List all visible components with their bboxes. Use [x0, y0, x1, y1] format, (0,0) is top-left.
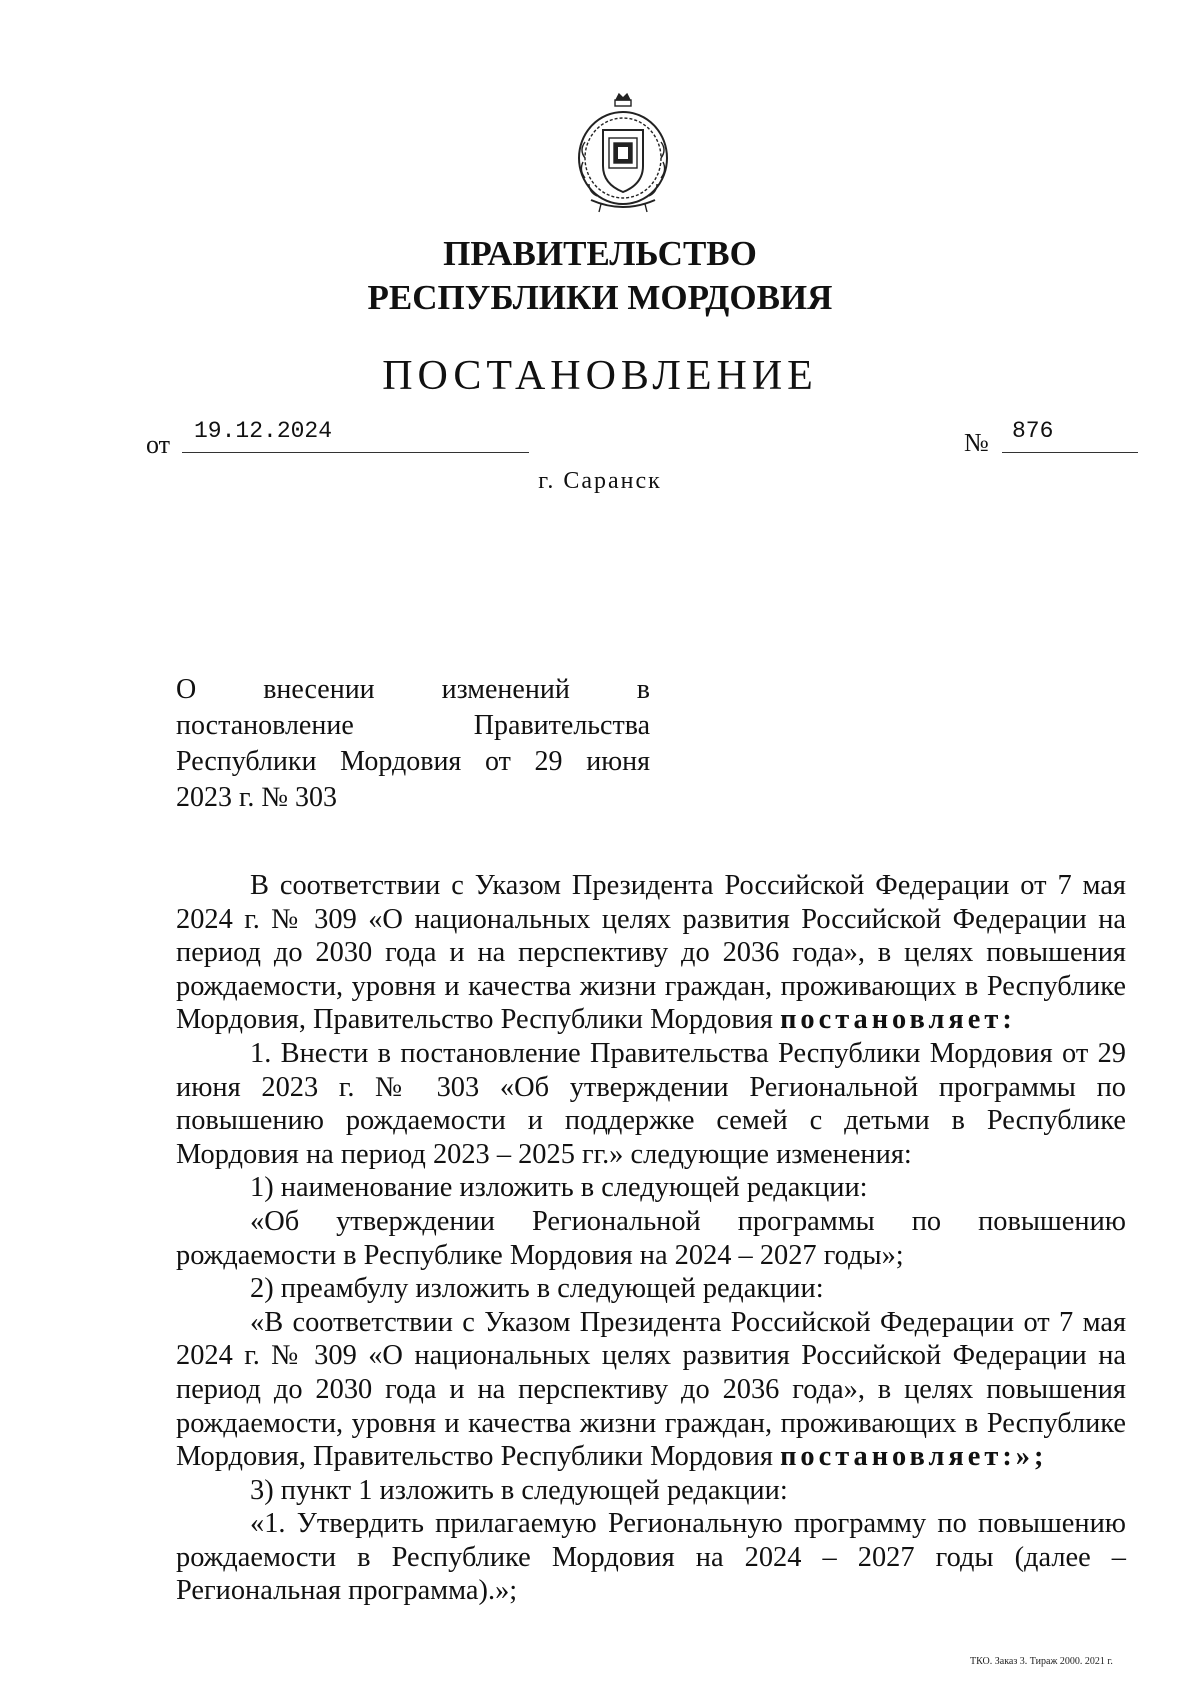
decree-word: постановляет:»;: [780, 1441, 1048, 1473]
document-body: [176, 869, 1126, 1608]
body-paragraph: [176, 1306, 1126, 1474]
subject-line: Республики Мордовия от 29 июня: [176, 746, 650, 777]
subject-line: 2023 г. № 303: [176, 782, 338, 813]
city: г. Саранск: [538, 468, 662, 494]
date-number-row: [146, 418, 1136, 458]
government-title-line1: ПРАВИТЕЛЬСТВО: [443, 234, 757, 273]
subject-line: О внесении изменений в: [176, 674, 650, 705]
body-paragraph: «Об утверждении Региональной программы по повышению рождаемости в Республике Мордовия на 2024 – 2027 годы»;: [176, 1205, 1126, 1271]
print-info: ТКО. Заказ 3. Тираж 2000. 2021 г.: [970, 1656, 1113, 1667]
decree-word: постановляет:: [780, 1004, 1016, 1036]
body-paragraph: 1. Внести в постановление Правительства Республики Мордовия от 29 июня 2023 г. № 303 «Об утверждении Региональной программы по повышению рождаемости и поддержке семей с детьми в Республике Мордовия на период 2023 – 2025 гг.» следующие изменения:: [176, 1037, 1126, 1170]
number-prefix: №: [964, 428, 989, 457]
body-paragraph: 3) пункт 1 изложить в следующей редакции:: [250, 1474, 788, 1506]
paragraph-text: В соответствии с Указом Президента Российской Федерации от 7 мая 2024 г. № 309 «О национальных целях развития Российской Федерации на период до 2030 года и на перспективу до 2036 года», в целях повышения рождаемости, уровня и качества жизни граждан, проживающих в Республике Мордовия, Правительство Республики Мордовия: [176, 870, 1126, 1036]
date-field: 19.12.2024: [182, 418, 529, 453]
coat-of-arms-emblem: [571, 92, 675, 216]
government-title-line2: РЕСПУБЛИКИ МОРДОВИЯ: [367, 278, 833, 317]
subject-line: постановление Правительства: [176, 710, 650, 741]
body-paragraph: 1) наименование изложить в следующей редакции:: [250, 1172, 868, 1204]
document-type: ПОСТАНОВЛЕНИЕ: [382, 353, 818, 399]
number-field: 876: [1002, 418, 1138, 453]
document-subject: [176, 672, 650, 816]
body-paragraph: «1. Утвердить прилагаемую Региональную программу по повышению рождаемости в Республике Мордовия на 2024 – 2027 годы (далее – Региональная программа).»;: [176, 1508, 1126, 1607]
body-paragraph: 2) преамбулу изложить в следующей редакции:: [250, 1273, 824, 1305]
body-paragraph: [176, 869, 1126, 1037]
paragraph-text: «В соответствии с Указом Президента Российской Федерации от 7 мая 2024 г. № 309 «О национальных целях развития Российской Федерации на период до 2030 года и на перспективу до 2036 года», в целях повышения рождаемости, уровня и качества жизни граждан, проживающих в Республике Мордовия, Правительство Республики Мордовия: [176, 1306, 1126, 1473]
date-prefix: от: [146, 430, 171, 459]
